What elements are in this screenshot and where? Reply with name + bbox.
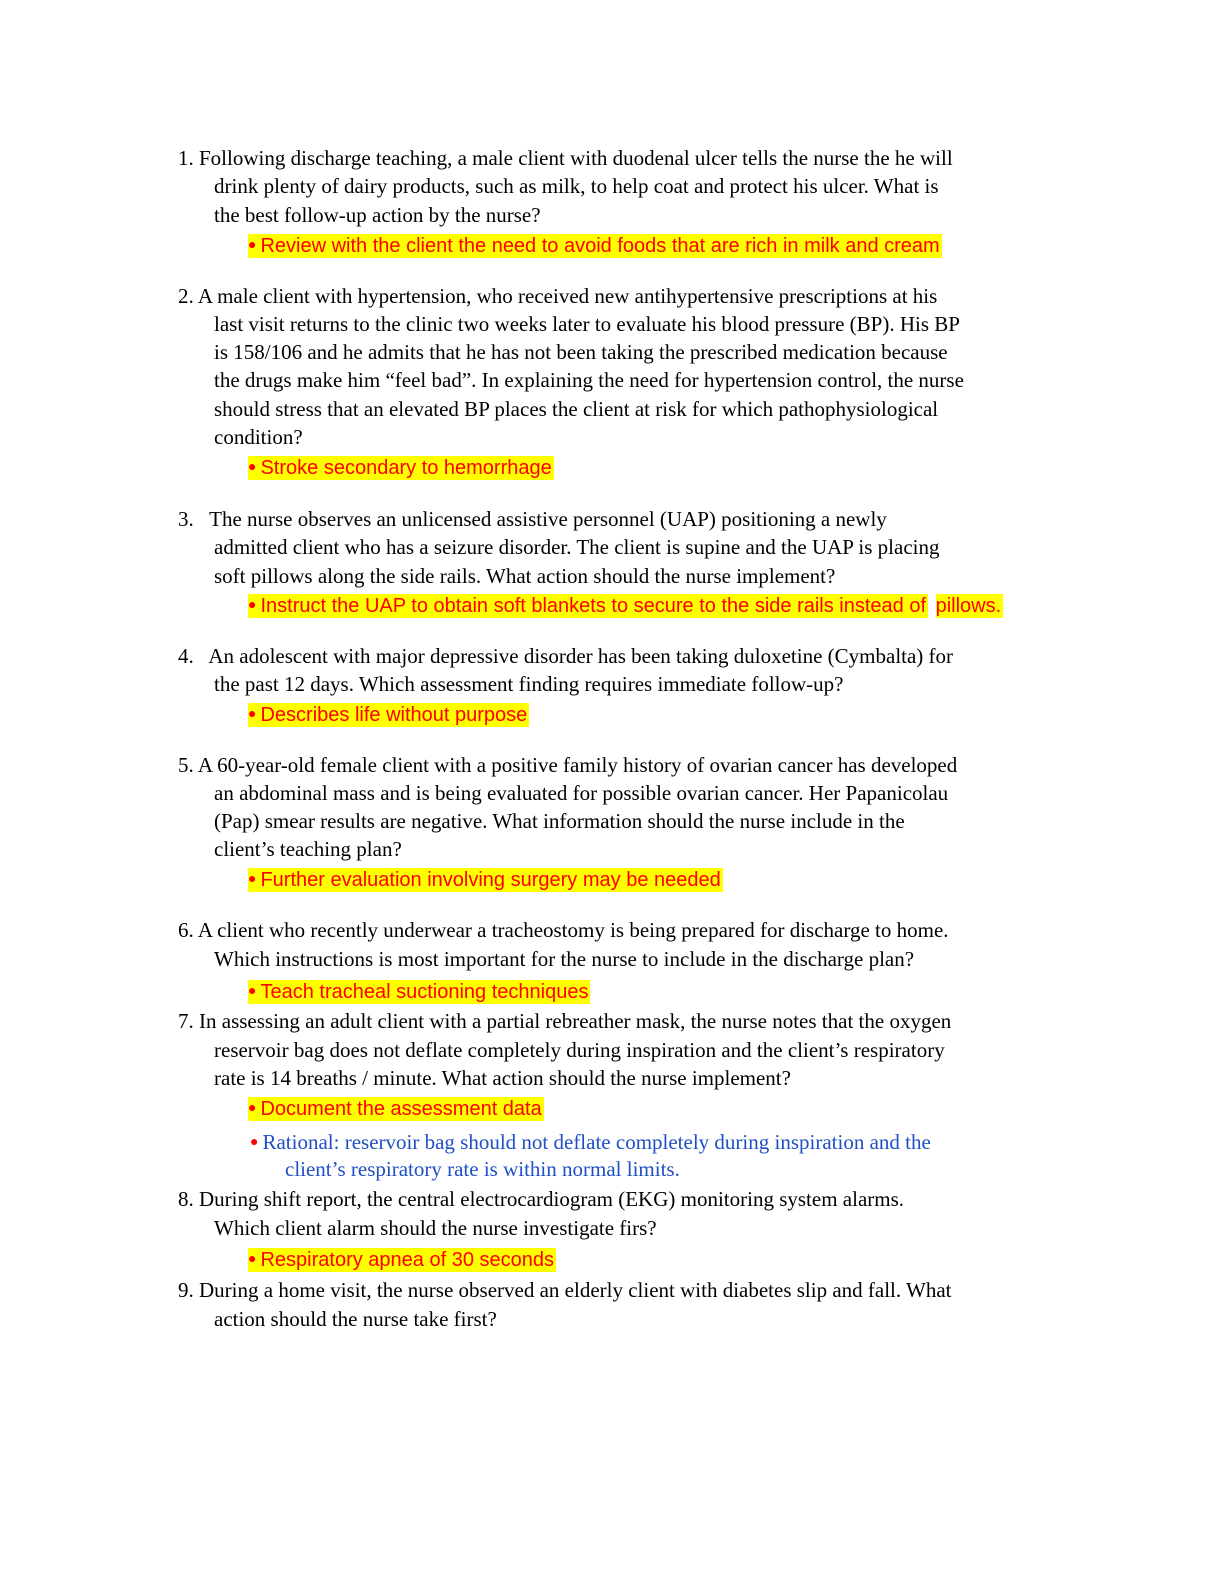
q1-line-2: drink plenty of dairy products, such as milk, to help coat and protect his ulcer. What is <box>214 174 939 198</box>
bullet-icon: ● <box>248 458 257 474</box>
q7-line-2: reservoir bag does not deflate completely during inspiration and the client’s respiratory <box>214 1038 945 1062</box>
q1-line-1: 1. Following discharge teaching, a male client with duodenal ulcer tells the nurse the he will <box>178 146 953 170</box>
q6-answer <box>248 976 590 1006</box>
q1-answer <box>248 230 942 260</box>
q2-line-6: condition? <box>214 425 303 449</box>
q9-line-2: action should the nurse take first? <box>214 1307 497 1331</box>
q3-answer-text-b: pillows. <box>935 595 1002 617</box>
bullet-icon: ● <box>248 705 257 721</box>
q4-line-1: 4. An adolescent with major depressive disorder has been taking duloxetine (Cymbalta) for <box>178 644 954 668</box>
q8-line-1: 8. During shift report, the central electrocardiogram (EKG) monitoring system alarms. <box>178 1187 905 1211</box>
bullet-icon: ● <box>248 1250 257 1266</box>
q6-line-2: Which instructions is most important for the nurse to include in the discharge plan? <box>214 947 915 971</box>
bullet-icon: ● <box>248 1099 257 1115</box>
q2-line-1: 2. A male client with hypertension, who received new antihypertensive prescriptions at his <box>178 284 938 308</box>
q2-line-3: is 158/106 and he admits that he has not been taking the prescribed medication because <box>214 340 948 364</box>
q4-answer-text: Describes life without purpose <box>260 704 528 726</box>
q7-rational-line-2: client’s respiratory rate is within normal limits. <box>285 1157 680 1181</box>
q8-line-2: Which client alarm should the nurse investigate firs? <box>214 1216 657 1240</box>
q2-line-5: should stress that an elevated BP places the client at risk for which pathophysiological <box>214 397 939 421</box>
q6-answer-text: Teach tracheal suctioning techniques <box>260 981 589 1003</box>
q7-answer <box>248 1093 544 1123</box>
q3-line-1: 3. The nurse observes an unlicensed assistive personnel (UAP) positioning a newly <box>178 507 887 531</box>
q2-line-4: the drugs make him “feel bad”. In explaining the need for hypertension control, the nurse <box>214 368 964 392</box>
bullet-icon: ● <box>250 1133 259 1149</box>
q7-answer-text: Document the assessment data <box>260 1098 542 1120</box>
q5-answer <box>248 864 723 894</box>
q4-answer <box>248 699 529 729</box>
q7-rational-line-1: Rational: reservoir bag should not deflate completely during inspiration and the <box>262 1130 931 1154</box>
q2-answer-text: Stroke secondary to hemorrhage <box>260 457 552 479</box>
q3-line-3: soft pillows along the side rails. What action should the nurse implement? <box>214 564 836 588</box>
q5-line-2: an abdominal mass and is being evaluated for possible ovarian cancer. Her Papanicolau <box>214 781 949 805</box>
bullet-icon: ● <box>248 982 257 998</box>
q6-line-1: 6. A client who recently underwear a tracheostomy is being prepared for discharge to home. <box>178 918 949 942</box>
q5-line-1: 5. A 60-year-old female client with a positive family history of ovarian cancer has developed <box>178 753 958 777</box>
q2-line-2: last visit returns to the clinic two weeks later to evaluate his blood pressure (BP). His BP <box>214 312 960 336</box>
q5-line-4: client’s teaching plan? <box>214 837 402 861</box>
q7-line-1: 7. In assessing an adult client with a partial rebreather mask, the nurse notes that the oxygen <box>178 1009 952 1033</box>
q4-line-2: the past 12 days. Which assessment finding requires immediate follow-up? <box>214 672 844 696</box>
q3-line-2: admitted client who has a seizure disorder. The client is supine and the UAP is placing <box>214 535 940 559</box>
q1-answer-text: Review with the client the need to avoid foods that are rich in milk and cream <box>260 235 940 257</box>
q3-answer-text-a: Instruct the UAP to obtain soft blankets to secure to the side rails instead of <box>260 595 927 617</box>
bullet-icon: ● <box>248 236 257 252</box>
bullet-icon: ● <box>248 870 257 886</box>
q1-line-3: the best follow-up action by the nurse? <box>214 203 541 227</box>
q9-line-1: 9. During a home visit, the nurse observed an elderly client with diabetes slip and fall. What <box>178 1278 952 1302</box>
q7-rational <box>250 1127 931 1157</box>
q8-answer-text: Respiratory apnea of 30 seconds <box>260 1249 554 1271</box>
q5-line-3: (Pap) smear results are negative. What information should the nurse include in the <box>214 809 905 833</box>
q7-line-3: rate is 14 breaths / minute. What action should the nurse implement? <box>214 1066 791 1090</box>
q8-answer <box>248 1244 556 1274</box>
bullet-icon: ● <box>248 596 257 612</box>
q5-answer-text: Further evaluation involving surgery may be needed <box>260 869 721 891</box>
q3-answer <box>248 590 1003 620</box>
q2-answer <box>248 452 554 482</box>
